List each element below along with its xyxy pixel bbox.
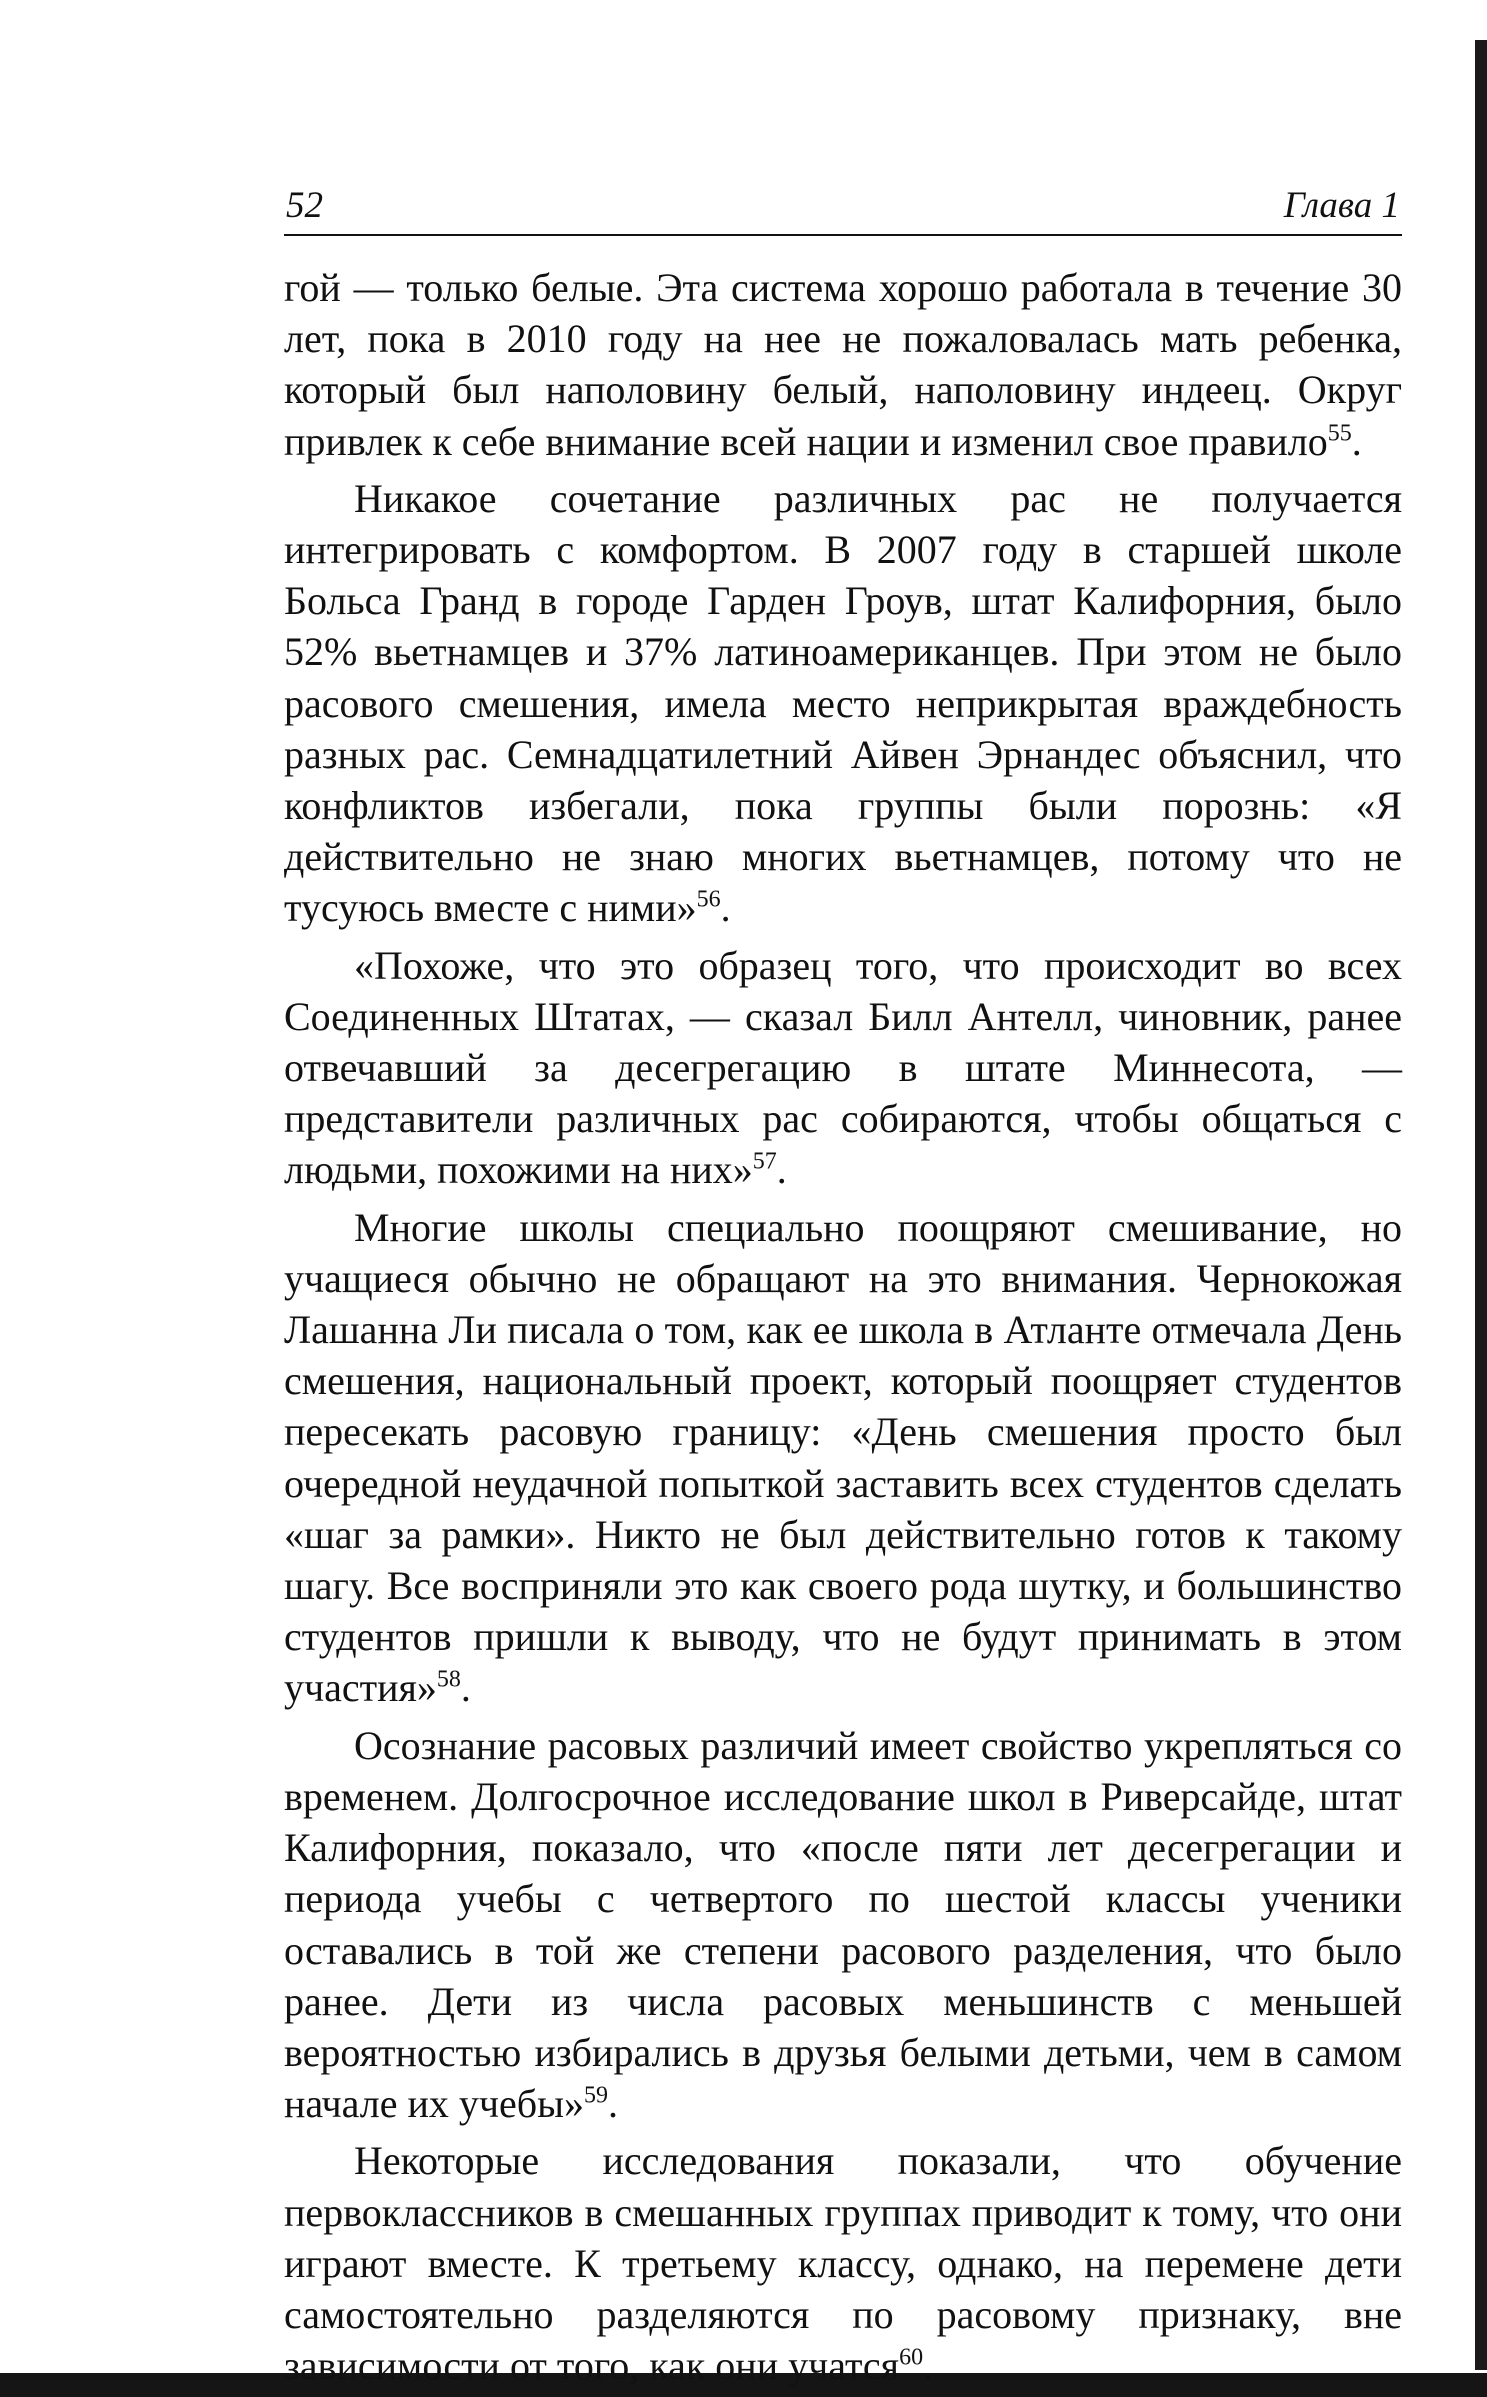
chapter-title: Глава 1 — [1283, 185, 1400, 226]
footnote-ref: 59 — [584, 2082, 608, 2109]
paragraph — [284, 1720, 1402, 2130]
paragraph-text: гой — только белые. Эта система хорошо работала в течение 30 лет, пока в 2010 году на нее не пожаловалась мать ребенка, который был наполовину белый, наполовину индеец. Округ привлек к себе внимание всей нации и изменил свое правило — [284, 265, 1402, 464]
punctuation: . — [923, 2343, 934, 2389]
footnote-ref: 58 — [436, 1667, 461, 1694]
paragraph — [284, 940, 1402, 1196]
paragraph — [284, 262, 1402, 467]
footnote-ref: 56 — [696, 887, 721, 914]
punctuation: . — [720, 885, 731, 931]
punctuation: . — [608, 2081, 618, 2127]
punctuation: . — [460, 1665, 471, 1711]
paragraph-text: Осознание расовых различий имеет свойство укрепляться со временем. Долгосрочное исследование школ в Риверсайде, штат Калифорния, показало, что «после пяти лет десегрегации и периода учебы с четвертого по шестой классы ученики оставались в той же степени расового разделения, что было ранее. Дети из числа расовых меньшинств с меньшей вероятностью избирались в друзья белыми детьми, чем в самом начале их учебы» — [284, 1722, 1402, 2127]
body-text — [284, 262, 1402, 2391]
footnote-ref: 57 — [752, 1149, 777, 1176]
paragraph-text: Многие школы специально поощряют смешивание, но учащиеся обычно не обращают на это внимания. Чернокожая Лашанна Ли писала о том, как ее школа в Атланте отмечала День смешения, национальный проект, который поощряет студентов пересекать расовую границу: «День смешения просто был очередной неудачной попыткой заставить всех студентов сделать «шаг за рамки». Никто не был действительно готов к такому шагу. Все восприняли это как своего рода шутку, и большинство студентов пришли к выводу, что не будут принимать в этом участия» — [284, 1204, 1402, 1711]
paragraph-text: «Похоже, что это образец того, что происходит во всех Соединенных Штатах, — сказал Билл Антелл, чиновник, ранее отвечавший за десегрегацию в штате Миннесота, — представители различных рас собираются, чтобы общаться с людьми, похожими на них» — [284, 942, 1402, 1193]
running-head — [284, 186, 1402, 236]
footnote-ref: 60 — [899, 2344, 924, 2371]
scan-edge-right — [1475, 40, 1487, 2370]
punctuation: . — [776, 1147, 787, 1193]
punctuation: . — [1351, 418, 1362, 464]
paragraph-text: Некоторые исследования показали, что обучение первоклассников в смешанных группах приводит к тому, что они играют вместе. К третьему классу, однако, на перемене дети самостоятельно разделяются по расовому признаку, вне зависимости от того, как они учатся — [284, 2138, 1402, 2389]
paragraph-text: Никакое сочетание различных рас не получается интегрировать с комфортом. В 2007 году в старшей школе Больса Гранд в городе Гарден Гроув, штат Калифорния, было 52% вьетнамцев и 37% латиноамериканцев. При этом не было расового смешения, имела место неприкрытая враждебность разных рас. Семнадцатилетний Айвен Эрнандес объяснил, что конфликтов избегали, пока группы были порознь: «Я действительно не знаю многих вьетнамцев, потому что не тусуюсь вместе с ними» — [284, 475, 1402, 931]
paragraph — [284, 1202, 1402, 1714]
paragraph — [284, 2135, 1402, 2391]
footnote-ref: 55 — [1327, 420, 1352, 447]
paragraph — [284, 473, 1402, 934]
page-number: 52 — [286, 185, 323, 226]
book-page — [284, 186, 1402, 2397]
